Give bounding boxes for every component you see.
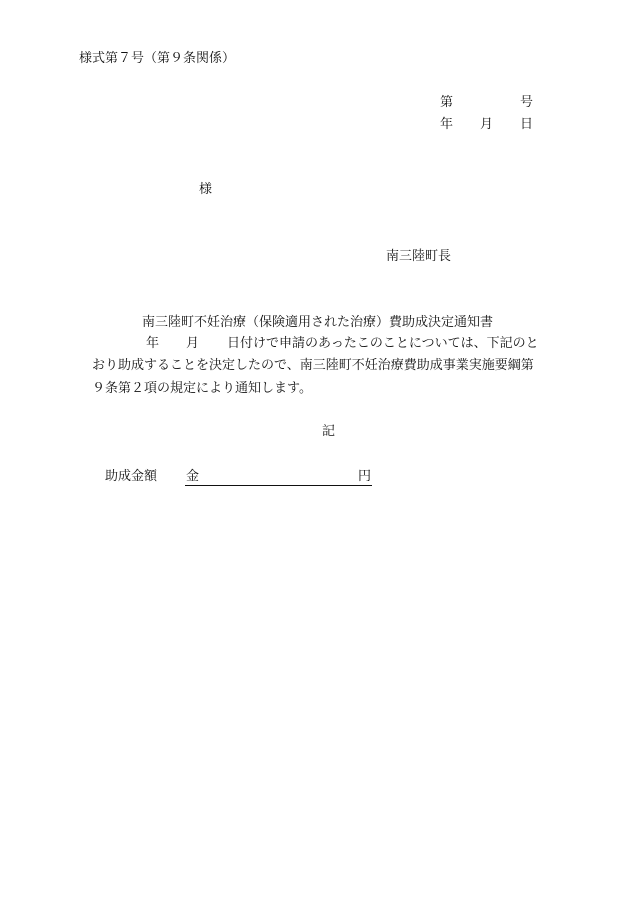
body-date-month: 月: [186, 336, 200, 351]
issue-number-label: 第: [440, 95, 454, 110]
body-date-year: 年: [146, 336, 160, 351]
issue-date-year: 年: [440, 117, 454, 132]
amount-prefix: 金: [186, 469, 200, 484]
body-line-1: 日付けで申請のあったこのことについては、下記のと: [227, 336, 539, 351]
amount-unit: 円: [357, 469, 371, 484]
issue-date-month: 月: [480, 117, 494, 132]
amount-label: 助成金額: [105, 469, 158, 484]
amount-field: [185, 468, 372, 486]
issue-number-suffix: 号: [520, 95, 534, 110]
document-title: 南三陸町不妊治療（保険適用された治療）費助成決定通知書: [142, 315, 494, 330]
record-heading: 記: [322, 424, 336, 439]
body-line-3: ９条第２項の規定により通知します。: [92, 381, 312, 396]
body-line-2: おり助成することを決定したので、南三陸町不妊治療費助成事業実施要綱第: [92, 358, 534, 373]
addressee-honorific: 様: [199, 182, 213, 197]
form-label: 様式第７号（第９条関係）: [79, 51, 236, 66]
issue-date-day: 日: [520, 117, 534, 132]
issuer-title: 南三陸町長: [386, 249, 452, 264]
